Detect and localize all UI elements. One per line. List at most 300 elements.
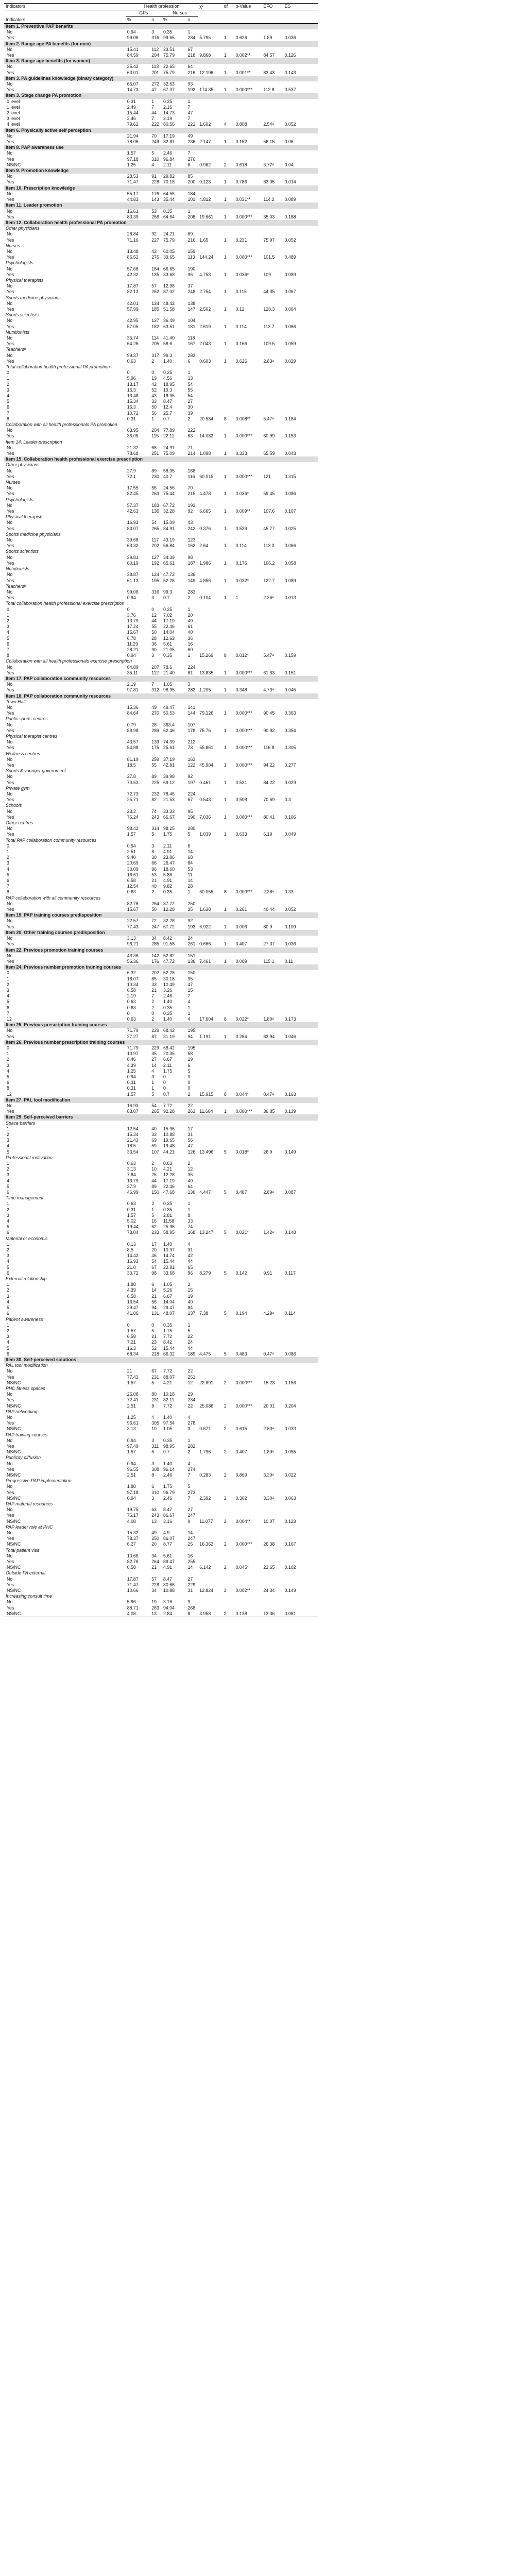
cell-gps-n: 3 (151, 1461, 154, 1466)
subgroup-row (4, 1594, 318, 1599)
table-row (4, 353, 318, 359)
row-label: 4 (7, 1068, 9, 1074)
cell-gps-pct: 3.13 (127, 1166, 136, 1172)
item-title: Item 29. Self-perceived barriers (4, 1114, 318, 1120)
cell-gps-n: 34 (151, 1553, 157, 1558)
cell-nurses-pct: 17.19 (163, 618, 175, 623)
cell-nurses-pct: 1.75 (163, 832, 173, 837)
cell-nurses-n: 1 (187, 208, 191, 214)
table-row (4, 318, 318, 324)
cell-df: 5 (224, 1230, 227, 1235)
subgroup-row (4, 278, 318, 283)
cell-nurses-n: 63 (187, 433, 193, 439)
cell-nurses-n: 5 (187, 1068, 191, 1074)
cell-gps-n: 3 (151, 1495, 154, 1501)
cell-nurses-n: 7 (187, 993, 191, 999)
cell-nurses-pct: 8.47 (163, 1507, 173, 1513)
table-row (4, 999, 318, 1005)
cell-gps-n: 7 (151, 116, 154, 122)
row-label: NS/NC (7, 1495, 21, 1501)
cell-gps-n: 43 (151, 393, 157, 398)
table-row (4, 907, 318, 912)
cell-df: 5 (224, 1311, 227, 1316)
cell-es: 0.043 (284, 451, 296, 456)
cell-es: 0.305 (284, 745, 296, 751)
cell-efo: 1.42ᵃ (263, 1230, 274, 1235)
cell-nurses-n: 1 (187, 1010, 191, 1016)
cell-nurses-pct: 7.72 (163, 1103, 173, 1108)
cell-nurses-pct: 98.25 (163, 826, 175, 832)
row-label: Yes (7, 578, 14, 583)
cell-nurses-n: 27 (187, 1576, 193, 1582)
subgroup-row (4, 566, 318, 572)
cell-nurses-n: 47 (187, 1143, 193, 1149)
row-label: NS/NC (7, 1380, 21, 1385)
cell-nurses-pct: 1.05 (163, 1282, 173, 1287)
cell-nurses-n: 22 (187, 1103, 193, 1108)
row-label: Yes (7, 779, 14, 785)
cell-nurses-n: 95 (187, 808, 193, 814)
cell-gps-n: 89 (151, 774, 157, 779)
cell-nurses-pct: 78.46 (163, 791, 175, 797)
cell-nurses-n: 2 (187, 1449, 191, 1455)
cell-nurses-pct: 33.33 (163, 808, 175, 814)
row-label: No (7, 704, 13, 710)
cell-nurses-pct: 75.09 (163, 451, 175, 456)
cell-gps-n: 80 (151, 1392, 157, 1397)
cell-es: 0.204 (284, 1403, 296, 1409)
cell-gps-n: 114 (151, 335, 159, 341)
cell-gps-n: 33 (151, 399, 157, 404)
cell-nurses-n: 54 (187, 381, 193, 387)
row-label: No (7, 1553, 13, 1558)
cell-es: 0.149 (284, 1588, 296, 1594)
cell-gps-pct: 5.96 (127, 1599, 136, 1605)
table-row (4, 762, 318, 768)
cell-gps-n: 21 (151, 878, 157, 884)
cell-gps-pct: 10.97 (127, 1051, 139, 1057)
cell-gps-pct: 11.29 (127, 641, 139, 647)
cell-gps-pct: 78.37 (127, 1536, 139, 1541)
row-label: No (7, 791, 13, 797)
header-gps: GPs (126, 10, 162, 17)
cell-nurses-pct: 3.16 (163, 1518, 173, 1524)
table-row (4, 1507, 318, 1513)
row-label: 3 (7, 1138, 9, 1143)
cell-gps-pct: 10.66 (127, 1588, 139, 1594)
table-row (4, 624, 318, 630)
cell-nurses-n: 178 (187, 727, 196, 733)
row-label: 8 (7, 889, 9, 895)
row-label: No (7, 572, 13, 578)
cell-gps-n: 33 (151, 1132, 157, 1137)
cell-es: 0.066 (284, 543, 296, 549)
cell-nurses-pct: 6.67 (163, 1293, 173, 1299)
cell-nurses-n: 189 (187, 1351, 196, 1357)
cell-efo: 80.9 (263, 924, 272, 929)
cell-gps-n: 25 (151, 1172, 157, 1178)
table-row (4, 832, 318, 837)
cell-es: 0.489 (284, 255, 296, 260)
cell-nurses-pct: 22.65 (163, 64, 175, 70)
cell-nurses-pct: 67.72 (163, 924, 175, 929)
cell-df: 1 (224, 70, 227, 75)
cell-efo: 59.45 (263, 491, 275, 497)
cell-nurses-n: 19 (187, 1057, 193, 1062)
cell-nurses-n: 14 (187, 849, 193, 855)
item-title: Item 25. Previous prescription training courses (4, 1022, 318, 1028)
cell-nurses-pct: 29.47 (163, 1305, 175, 1311)
cell-nurses-n: 224 (187, 664, 196, 670)
cell-nurses-n: 49 (187, 618, 193, 623)
row-label: Yes (7, 255, 14, 260)
cell-gps-n: 63 (151, 1507, 157, 1513)
table-row (4, 1530, 318, 1536)
row-label: 6 (7, 878, 9, 884)
cell-nurses-pct: 97.54 (163, 1420, 175, 1426)
cell-gps-pct: 76.17 (127, 1513, 139, 1518)
subgroup-row (4, 497, 318, 503)
table-row (4, 1565, 318, 1570)
row-label: Yes (7, 687, 14, 693)
cell-nurses-pct: 363.4 (163, 722, 175, 727)
cell-nurses-pct: 77.89 (163, 428, 175, 433)
cell-gps-n: 3 (151, 595, 154, 601)
cell-nurses-n: 197 (187, 779, 196, 785)
cell-gps-n: 1 (151, 416, 154, 421)
cell-gps-pct: 2.46 (127, 116, 136, 122)
row-label: No (7, 1530, 13, 1536)
cell-gps-n: 310 (151, 1489, 159, 1495)
cell-df: 1 (224, 324, 227, 329)
cell-nurses-pct: 2.11 (163, 1062, 172, 1068)
cell-gps-pct: 97.81 (127, 687, 139, 693)
cell-gps-pct: 0.79 (127, 722, 136, 727)
cell-nurses-n: 2 (187, 416, 191, 421)
cell-efo: 4.73ᵃ (263, 687, 274, 693)
cell-nurses-pct: 40.7 (163, 473, 173, 479)
cell-chi2: 11.077 (199, 1518, 213, 1524)
cell-nurses-n: 14 (187, 878, 193, 884)
cell-es: 0.106 (284, 814, 296, 820)
row-label: 4 (7, 630, 9, 635)
cell-gps-n: 7 (151, 993, 154, 999)
subgroup-row (4, 838, 318, 843)
cell-nurses-n: 1 (187, 653, 191, 658)
row-label: Yes (7, 473, 14, 479)
table-row (4, 1005, 318, 1011)
cell-nurses-n: 74 (187, 1224, 193, 1230)
table-row (4, 433, 318, 439)
subgroup-row (4, 601, 318, 606)
cell-gps-pct: 21.0 (127, 1264, 136, 1270)
cell-gps-pct: 1.57 (127, 832, 136, 837)
cell-df: 1 (224, 1033, 227, 1039)
cell-p-value: 0.000*** (235, 87, 252, 93)
cell-gps-n: 85 (151, 976, 157, 981)
cell-p-value: 0.808 (235, 122, 247, 127)
cell-nurses-pct: 2.46 (163, 150, 173, 156)
cell-nurses-n: 200 (187, 179, 196, 185)
subgroup-title: PAP collaboration with all community resources (6, 895, 101, 901)
cell-gps-pct: 57.37 (127, 502, 139, 508)
cell-nurses-pct: 14.73 (163, 110, 175, 116)
row-label: Yes (7, 1582, 14, 1587)
cell-nurses-n: 9 (187, 1518, 191, 1524)
cell-es: 0.025 (284, 526, 296, 531)
cell-gps-n: 21 (151, 987, 157, 993)
cell-gps-n: 35 (151, 1051, 157, 1057)
cell-gps-pct: 96.21 (127, 941, 139, 947)
cell-gps-pct: 16.93 (127, 520, 139, 526)
table-row (4, 324, 318, 330)
cell-gps-pct: 7.84 (127, 1172, 136, 1178)
cell-nurses-pct: 2.19 (163, 116, 173, 122)
cell-es: 0.089 (284, 272, 296, 277)
subgroup-row (4, 1155, 318, 1161)
row-label: Yes (7, 87, 14, 93)
cell-df: 2 (224, 162, 227, 167)
cell-gps-n: 2 (151, 889, 154, 895)
cell-es: 0.102 (284, 1565, 296, 1570)
cell-efo: 2.54ᵃ (263, 122, 274, 127)
cell-gps-pct: 16.61 (127, 208, 139, 214)
cell-es: 0.022 (284, 1472, 296, 1478)
cell-es: 0.167 (284, 1541, 296, 1547)
cell-nurses-pct: 21.40 (163, 670, 175, 675)
item-title: Item 2. Range age PA benefits (for men) (4, 41, 318, 47)
cell-df: 2 (224, 1380, 227, 1385)
cell-gps-pct: 18.5 (127, 762, 136, 768)
cell-es: 0.363 (284, 710, 296, 716)
cell-gps-n: 201 (151, 70, 159, 75)
cell-es: 0.049 (284, 832, 296, 837)
cell-gps-n: 3 (151, 1437, 154, 1443)
subgroup-title: PHC fitness spaces (6, 1385, 45, 1391)
table-row (4, 665, 318, 670)
cell-gps-n: 36 (151, 641, 157, 647)
row-label: 3 (7, 1212, 9, 1218)
cell-gps-n: 135 (151, 272, 159, 277)
row-label: Yes (7, 543, 14, 549)
cell-gps-pct: 12.54 (127, 884, 139, 889)
cell-gps-n: 4 (151, 1414, 154, 1420)
subgroup-title: Progressive PAP implementation (6, 1478, 72, 1484)
cell-gps-n: 0 (151, 1322, 154, 1328)
row-label: 1 (7, 1161, 9, 1166)
cell-p-value: 0.000*** (235, 214, 252, 219)
table-row (4, 1496, 318, 1501)
cell-nurses-pct: 0.35 (163, 1201, 173, 1207)
cell-es: 0.06 (284, 139, 294, 145)
cell-efo: 44.35 (263, 289, 275, 295)
cell-nurses-pct: 44.21 (163, 1149, 175, 1155)
cell-p-value: 0.302 (235, 1495, 247, 1501)
cell-gps-pct: 25.71 (127, 797, 139, 803)
cell-efo: 65.59 (263, 451, 275, 456)
cell-nurses-pct: 15.96 (163, 1126, 175, 1131)
table-row (4, 307, 318, 312)
cell-gps-n: 56 (151, 410, 157, 416)
cell-nurses-n: 47 (187, 981, 193, 987)
cell-gps-n: 139 (151, 739, 159, 745)
cell-gps-n: 69 (151, 1138, 157, 1143)
cell-gps-pct: 79.62 (127, 122, 139, 127)
cell-gps-n: 5 (151, 1091, 154, 1097)
cell-nurses-n: 27 (187, 399, 193, 404)
cell-gps-pct: 18.07 (127, 976, 139, 981)
cell-nurses-pct: 1.40 (163, 358, 173, 364)
row-label: Yes (7, 70, 14, 75)
cell-es: 0.052 (284, 122, 296, 127)
table-row (4, 1213, 318, 1218)
cell-nurses-n: 261 (187, 941, 196, 947)
row-label: 4 (7, 1340, 9, 1345)
table-row (4, 1577, 318, 1582)
cell-gps-n: 56 (151, 1299, 157, 1304)
cell-nurses-pct: 0.7 (163, 1449, 170, 1455)
cell-gps-n: 16 (151, 1218, 157, 1224)
table-row (4, 1467, 318, 1472)
item-header-row (4, 1114, 318, 1120)
table-row (4, 595, 318, 601)
item-title: Item 6. Physically active self perception (4, 128, 318, 133)
row-label: No (7, 1576, 13, 1582)
cell-nurses-pct: 3.26 (163, 987, 173, 993)
cell-gps-pct: 19.75 (127, 1507, 139, 1513)
cell-gps-n: 21 (151, 1565, 157, 1570)
cell-gps-n: 66 (151, 860, 157, 866)
table-row (4, 537, 318, 543)
table-row (4, 214, 318, 220)
cell-chi2: 11.604 (199, 1109, 213, 1114)
cell-nurses-n: 95 (187, 976, 193, 981)
cell-chi2: 17.604 (199, 1016, 214, 1022)
cell-gps-pct: 97.49 (127, 1443, 139, 1449)
row-label: 3 (7, 1172, 9, 1178)
cell-nurses-n: 1 (187, 1201, 191, 1207)
row-label: 6 (7, 1080, 9, 1086)
cell-gps-n: 89 (151, 468, 157, 473)
subgroup-title: Time management (6, 1195, 44, 1201)
subgroup-title: PAP leader role at PHC (6, 1524, 53, 1530)
subgroup-row (4, 1501, 318, 1507)
cell-p-value: 0.142 (235, 1270, 247, 1276)
table-row (4, 105, 318, 110)
table-row (4, 411, 318, 416)
subgroup-title: PAP training courses (6, 1432, 48, 1437)
item-title: Item 17. PAP collaboration community resources (4, 676, 318, 682)
table-row (4, 231, 318, 237)
cell-efo: 2.83ᵃ (263, 358, 274, 364)
cell-nurses-pct: 39.65 (163, 255, 175, 260)
row-label: 5 (7, 1264, 9, 1270)
cell-p-value: 0.407 (235, 1449, 247, 1455)
cell-nurses-n: 85 (187, 174, 193, 179)
table-row (4, 884, 318, 889)
cell-nurses-n: 222 (187, 428, 196, 433)
subgroup-row (4, 260, 318, 266)
cell-nurses-n: 137 (187, 1311, 196, 1316)
cell-gps-n: 54 (151, 1103, 157, 1108)
cell-gps-n: 2 (151, 358, 154, 364)
table-row (4, 1351, 318, 1357)
cell-nurses-pct: 86.07 (163, 1536, 175, 1541)
cell-nurses-pct: 7.72 (163, 1368, 173, 1374)
cell-gps-pct: 1.57 (127, 1091, 136, 1097)
subgroup-title: Collaboration with all health professionals exercise prescription (6, 658, 132, 664)
header-p-value: p-Value (234, 4, 262, 10)
cell-gps-pct: 29.47 (127, 1305, 139, 1311)
cell-nurses-n: 73 (187, 745, 193, 751)
cell-gps-n: 55 (151, 762, 157, 768)
cell-nurses-n: 159 (187, 248, 196, 254)
item-header-row (4, 1097, 318, 1103)
cell-nurses-n: 27 (187, 1507, 193, 1513)
header-gps-n: n (150, 17, 162, 24)
cell-efo: 113.7 (263, 324, 274, 329)
cell-nurses-pct: 2.46 (163, 1472, 173, 1478)
cell-chi2: 60.055 (199, 889, 214, 895)
cell-efo: 60.99 (263, 433, 275, 439)
cell-nurses-pct: 67.72 (163, 502, 175, 508)
table-row (4, 653, 318, 658)
cell-nurses-pct: 9.82 (163, 884, 173, 889)
cell-gps-pct: 17.87 (127, 1576, 139, 1582)
cell-nurses-n: 221 (187, 122, 196, 127)
cell-nurses-pct: 48.42 (163, 300, 175, 306)
cell-efo: 101.5 (263, 255, 275, 260)
cell-nurses-n: 54 (187, 393, 193, 398)
cell-gps-n: 259 (151, 756, 159, 762)
cell-es: 0.114 (284, 1311, 296, 1316)
cell-nurses-n: 6 (187, 843, 191, 849)
cell-chi2: 15.269 (199, 653, 214, 658)
row-label: 2 (7, 855, 9, 860)
row-label: Yes (7, 595, 14, 601)
row-label: 5 (7, 1345, 9, 1351)
row-label: 0 (7, 1045, 9, 1050)
row-label: Yes (7, 727, 14, 733)
table-row (4, 1109, 318, 1114)
subgroup-row (4, 422, 318, 428)
cell-es: 0.066 (284, 324, 296, 329)
cell-es: 0.046 (284, 1033, 296, 1039)
cell-gps-pct: 1.57 (127, 1328, 136, 1333)
row-label: Yes (7, 1559, 14, 1565)
row-label: 6 (7, 1190, 9, 1195)
table-row (4, 399, 318, 404)
cell-nurses-n: 65 (187, 1264, 193, 1270)
cell-gps-n: 7 (151, 682, 154, 687)
cell-nurses-pct: 88.07 (163, 1374, 175, 1380)
row-label: No (7, 774, 13, 779)
cell-nurses-pct: 99.3 (163, 589, 173, 595)
cell-efo: 112.8 (263, 87, 274, 93)
cell-gps-n: 314 (151, 826, 159, 832)
cell-chi2: 55.861 (199, 745, 214, 751)
cell-gps-n: 305 (151, 1420, 159, 1426)
table-row (4, 238, 318, 243)
cell-nurses-n: 61 (187, 670, 193, 675)
table-row (4, 618, 318, 624)
cell-gps-pct: 1.88 (127, 1484, 136, 1489)
table-row (4, 70, 318, 76)
cell-gps-pct: 0 (127, 1322, 130, 1328)
cell-gps-n: 8 (151, 849, 154, 855)
cell-nurses-pct: 12.28 (163, 907, 175, 912)
cell-nurses-pct: 75.79 (163, 53, 175, 58)
